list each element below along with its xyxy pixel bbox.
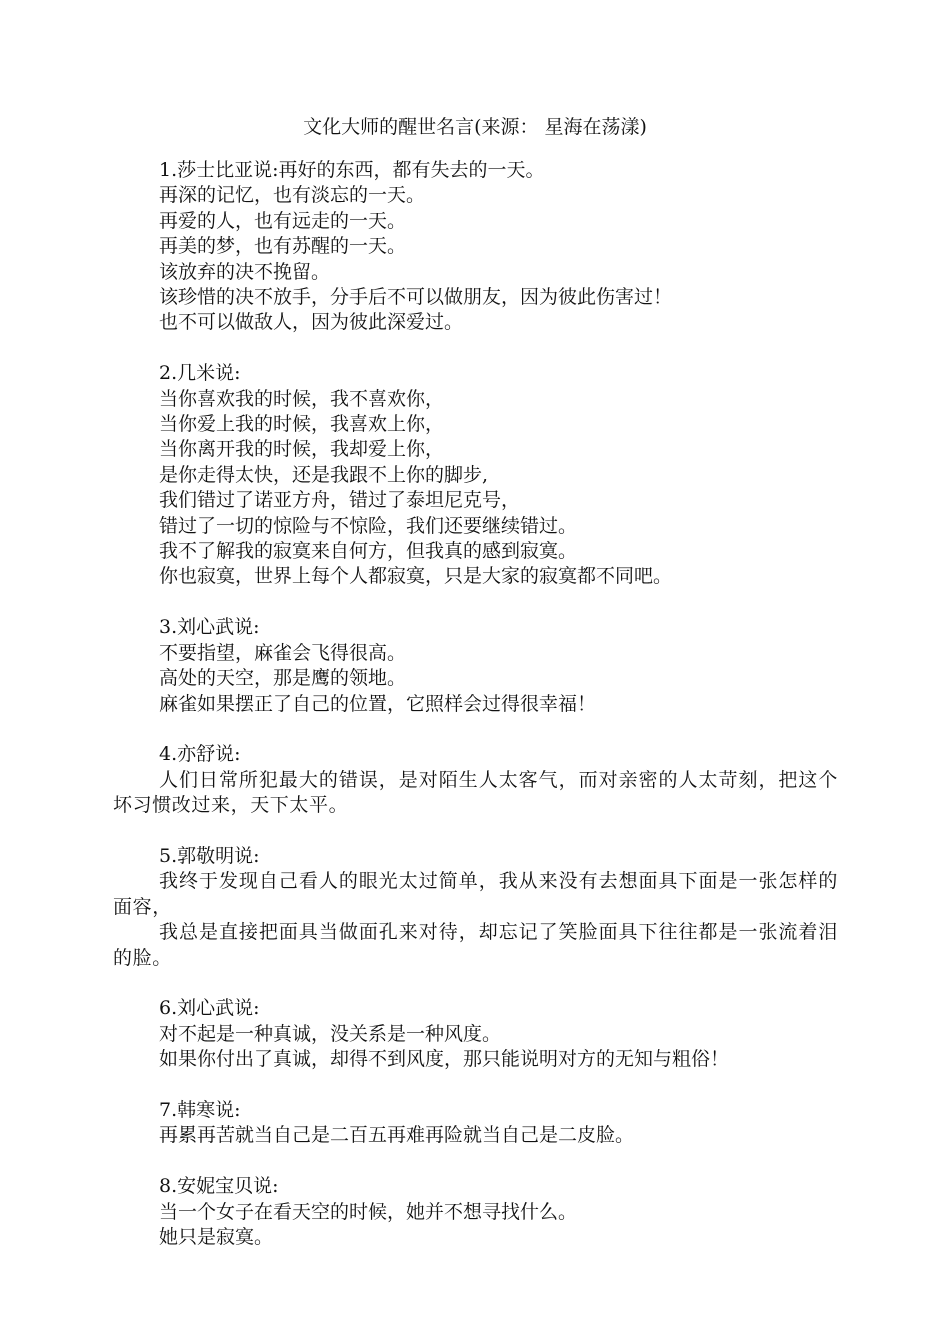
quote-section-3	[113, 615, 838, 717]
quote-line: 再深的记忆，也有淡忘的一天。	[159, 184, 426, 207]
section-heading: 6.刘心武说:	[159, 997, 260, 1020]
section-heading: 4.亦舒说:	[159, 743, 241, 766]
quote-line: 她只是寂寞。	[159, 1225, 274, 1248]
quote-section-1	[113, 158, 838, 336]
section-heading: 8.安妮宝贝说:	[159, 1175, 279, 1198]
document-title: 文化大师的醒世名言(来源： 星海在荡漾)	[303, 116, 647, 138]
quote-line: 麻雀如果摆正了自己的位置，它照样会过得很幸福！	[159, 692, 597, 715]
quote-line: 该放弃的决不挽留。	[159, 260, 331, 283]
quote-paragraph: 人们日常所犯最大的错误，是对陌生人太客气，而对亲密的人太苛刻，把这个坏习惯改过来，天下太平。	[113, 768, 838, 817]
quote-line: 我们错过了诺亚方舟，错过了泰坦尼克号，	[159, 489, 521, 512]
quote-line: 你也寂寞，世界上每个人都寂寞，只是大家的寂寞都不同吧。	[159, 565, 673, 588]
section-heading: 3.刘心武说:	[159, 616, 260, 639]
quote-line: 当你喜欢我的时候，我不喜欢你，	[159, 387, 445, 410]
quote-section-7	[113, 1098, 838, 1149]
document-body	[113, 158, 838, 1276]
quote-line: 错过了一切的惊险与不惊险，我们还要继续错过。	[159, 514, 578, 537]
quote-paragraph: 我总是直接把面具当做面孔来对待，却忘记了笑脸面具下往往都是一张流着泪的脸。	[113, 921, 838, 969]
quote-section-5	[113, 844, 838, 971]
quote-line: 当一个女子在看天空的时候，她并不想寻找什么。	[159, 1200, 578, 1223]
quote-line: 再累再苦就当自己是二百五再难再险就当自己是二皮脸。	[159, 1124, 635, 1147]
quote-section-6	[113, 996, 838, 1072]
quote-line: 也不可以做敌人，因为彼此深爱过。	[159, 311, 464, 334]
quote-line: 高处的天空，那是鹰的领地。	[159, 667, 407, 690]
quote-line: 是你走得太快，还是我跟不上你的脚步,	[159, 463, 489, 486]
section-heading: 1.莎士比亚说:再好的东西，都有失去的一天。	[159, 159, 545, 181]
quote-line: 再美的梦，也有苏醒的一天。	[159, 235, 407, 258]
quote-line: 再爱的人，也有远走的一天。	[159, 209, 407, 232]
quote-line: 我不了解我的寂寞来自何方，但我真的感到寂寞。	[159, 540, 578, 563]
section-heading: 2.几米说:	[159, 362, 241, 385]
quote-line: 当你离开我的时候，我却爱上你，	[159, 438, 445, 461]
quote-section-8	[113, 1174, 838, 1250]
quote-section-2	[113, 361, 838, 590]
section-heading: 5.郭敬明说:	[159, 844, 260, 867]
quote-line: 如果你付出了真诚，却得不到风度，那只能说明对方的无知与粗俗！	[159, 1048, 730, 1071]
quote-line: 对不起是一种真诚，没关系是一种风度。	[159, 1022, 502, 1045]
quote-line: 该珍惜的决不放手，分手后不可以做朋友，因为彼此伤害过！	[159, 286, 673, 309]
quote-section-4	[113, 742, 838, 818]
quote-line: 当你爱上我的时候，我喜欢上你，	[159, 413, 445, 436]
section-heading: 7.韩寒说:	[159, 1098, 241, 1121]
quote-line: 不要指望，麻雀会飞得很高。	[159, 641, 407, 664]
quote-paragraph: 我终于发现自己看人的眼光太过简单，我从来没有去想面具下面是一张怎样的面容，	[113, 870, 838, 918]
